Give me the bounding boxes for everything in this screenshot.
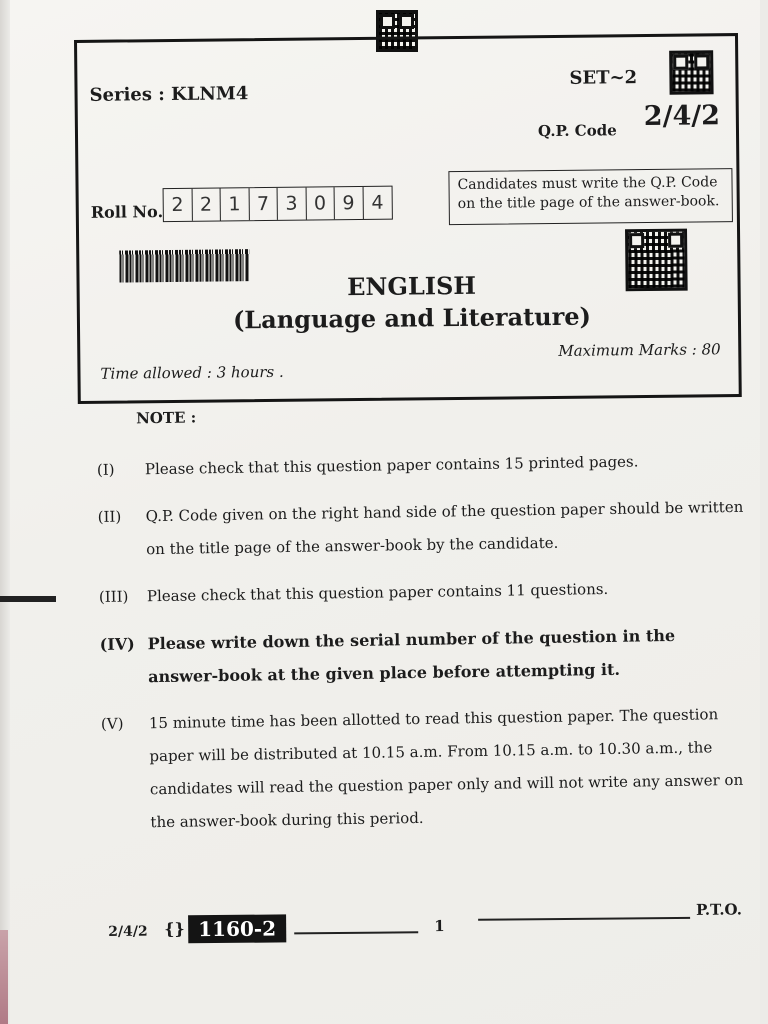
roll-digit: 4 [371,191,384,214]
page-number: 1 [434,917,445,936]
roll-digit: 3 [278,188,307,220]
binding-mark [0,596,56,602]
note-number: (I) [96,460,115,479]
please-turn-over: P.T.O. [695,900,743,919]
note-number: (V) [100,714,124,733]
note-number: (IV) [99,634,135,654]
question-paper-page [8,0,760,1024]
note-item [97,491,748,567]
note-item [97,444,747,487]
roll-digit: 1 [221,188,250,220]
subject-title: ENGLISH [347,270,477,302]
footer-divider [294,931,418,934]
roll-number-label: Roll No. [90,202,164,222]
time-allowed: Time allowed : 3 hours . [100,362,284,383]
note-item [99,618,750,694]
note-text: Please check that this question paper contains 15 printed pages. [144,452,639,479]
page-edge-shadow [0,0,10,1024]
set-label: SET~2 [569,67,638,89]
page-footer [104,902,744,948]
maximum-marks: Maximum Marks : 80 [558,340,721,360]
roll-digit: 7 [249,188,278,220]
note-text: Please write down the serial number of the question in the answer-book at the given place before attempting it. [147,625,676,687]
footer-paper-badge: 1160-2 [188,914,286,943]
roll-digit: 2 [192,188,221,220]
footer-braces: {} [164,919,185,939]
note-number: (II) [97,507,122,526]
qp-code-label: Q.P. Code [537,121,617,141]
note-text: Q.P. Code given on the right hand side of the question paper should be written on the title page of the answer-book by the candidate. [145,497,744,559]
qr-code-set-icon [669,50,713,94]
note-number: (III) [98,587,129,606]
note-item [99,571,749,614]
footer-divider [478,917,690,920]
footer-qp-code: 2/4/2 [108,923,148,940]
subject-subtitle: (Language and Literature) [232,301,592,335]
header-box [74,33,742,404]
roll-digit: 2 [164,189,193,221]
roll-digit: 9 [335,187,364,219]
notes-heading: NOTE : [135,408,197,428]
note-text: 15 minute time has been allotted to read this question paper. The question paper will be distributed at 10.15 a.m. From 10.15 a.m. to 10.30 a.m., the candidates will read the question paper only and will not write any answer on the answer-book during this period. [148,705,744,832]
qp-code-value: 2/4/2 [643,100,721,133]
page-edge-tint [0,930,8,1024]
qp-code-notice: Candidates must write the Q.P. Code on the title page of the answer-book. [448,168,733,225]
notes-section [96,400,753,854]
note-text: Please check that this question paper contains 11 questions. [146,579,609,606]
roll-digit: 0 [306,187,335,219]
series-label: Series : KLNM4 [89,83,249,106]
roll-number-boxes [163,186,393,222]
note-item [101,698,753,840]
